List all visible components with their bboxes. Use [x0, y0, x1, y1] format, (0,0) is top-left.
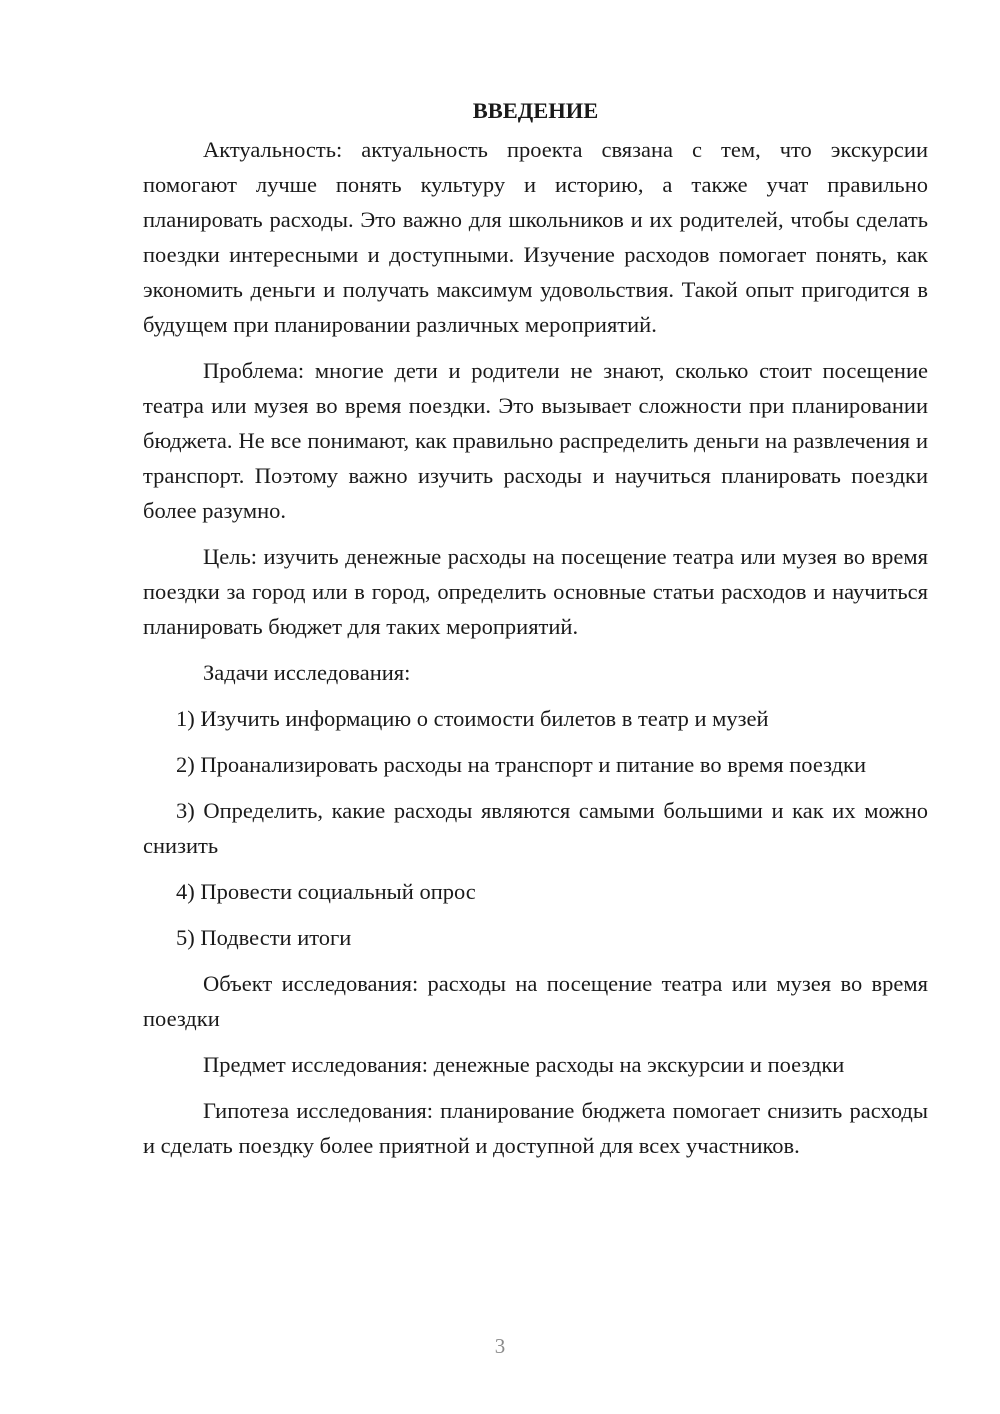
- paragraph-object: Объект исследования: расходы на посещение театра или музея во время поездки: [143, 971, 928, 1031]
- section-heading: ВВЕДЕНИЕ: [472, 98, 599, 123]
- paragraph-subject: Предмет исследования: денежные расходы на экскурсии и поездки: [203, 1052, 845, 1077]
- paragraph-relevance: Актуальность: актуальность проекта связана с тем, что экскурсии помогают лучше понять культуру и историю, а также учат правильно планировать расходы. Это важно для школьников и их родителей, чтобы сделать поездки интересными и доступными. Изучение расходов помогает понять, как экономить деньги и получать максимум удовольствия. Такой опыт пригодится в будущем при планировании различных мероприятий.: [143, 137, 928, 337]
- document-body: [143, 98, 928, 1163]
- paragraph-hypothesis: Гипотеза исследования: планирование бюджета помогает снизить расходы и сделать поездку более приятной и доступной для всех участников.: [143, 1098, 928, 1158]
- paragraph-problem: Проблема: многие дети и родители не знают, сколько стоит посещение театра или музея во время поездки. Это вызывает сложности при планировании бюджета. Не все понимают, как правильно распределить деньги на развлечения и транспорт. Поэтому важно изучить расходы и научиться планировать поездки более разумно.: [143, 358, 928, 523]
- task-item: 5) Подвести итоги: [176, 925, 352, 950]
- task-item: 3) Определить, какие расходы являются самыми большими и как их можно снизить: [143, 798, 928, 858]
- task-item: 1) Изучить информацию о стоимости билетов в театр и музей: [176, 706, 769, 731]
- page-number: 3: [494, 1334, 506, 1358]
- task-item: 2) Проанализировать расходы на транспорт и питание во время поездки: [176, 752, 866, 777]
- task-item: 4) Провести социальный опрос: [176, 879, 476, 904]
- paragraph-goal: Цель: изучить денежные расходы на посещение театра или музея во время поездки за город или в город, определить основные статьи расходов и научиться планировать бюджет для таких мероприятий.: [143, 544, 928, 639]
- paragraph-tasks-heading: Задачи исследования:: [203, 660, 411, 685]
